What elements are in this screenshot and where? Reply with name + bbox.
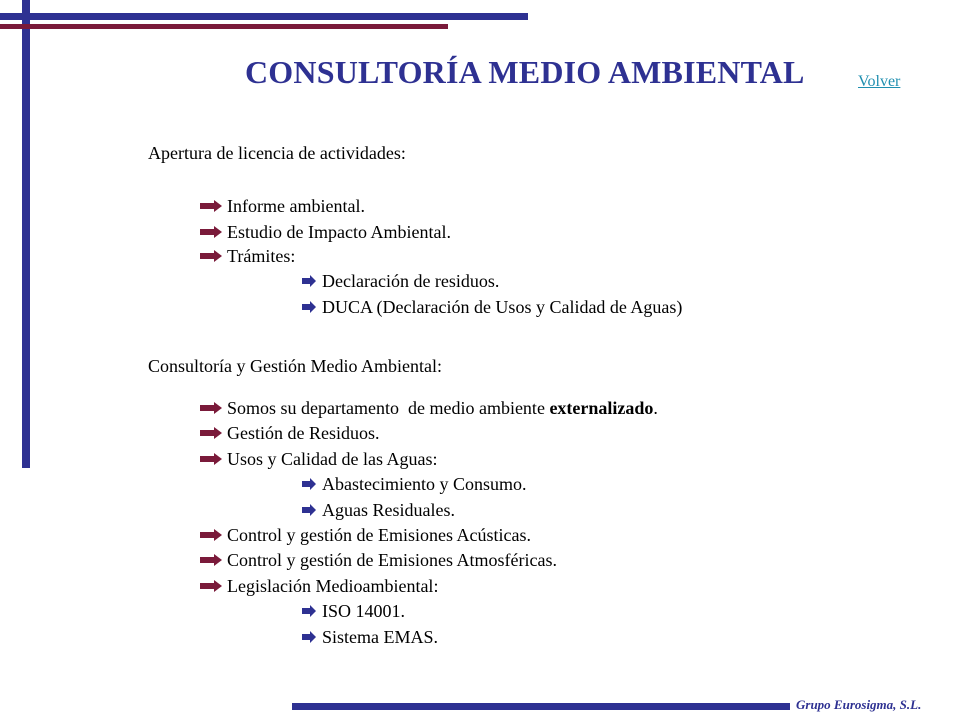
list-item [200,524,531,546]
list-item-text: Legislación Medioambiental: [227,576,439,596]
back-link[interactable]: Volver [858,73,901,90]
left-vertical-bar [22,0,30,468]
list-item [200,448,437,470]
list-subitem-text: DUCA (Declaración de Usos y Calidad de Aguas) [322,297,683,317]
list-subitem [302,499,455,521]
maroon-arrow-icon [200,250,222,262]
section-heading-consultoria: Consultoría y Gestión Medio Ambiental: [148,356,442,376]
list-item-text-prefix: Somos su departamento de medio ambiente [227,398,550,418]
navy-arrow-icon [302,301,316,313]
maroon-arrow-icon [200,200,222,212]
top-maroon-bar [0,24,448,29]
list-item [200,397,658,419]
list-item-text: Control y gestión de Emisiones Atmosféricas. [227,550,557,570]
list-item [200,422,380,444]
maroon-arrow-icon [200,453,222,465]
list-subitem-text: Abastecimiento y Consumo. [322,474,527,494]
page-title: CONSULTORÍA MEDIO AMBIENTAL [245,54,805,90]
list-subitem-text: Sistema EMAS. [322,627,439,647]
list-subitem-text: ISO 14001. [322,601,406,621]
list-item [200,549,557,571]
list-subitem [302,296,682,318]
navy-arrow-icon [302,504,316,516]
maroon-arrow-icon [200,529,222,541]
list-item [200,575,438,597]
navy-arrow-icon [302,478,316,490]
maroon-arrow-icon [200,226,222,238]
section-heading-licencias: Apertura de licencia de actividades: [148,143,406,163]
list-item-text [227,397,658,419]
footer-bar [292,703,790,710]
list-item-text: Control y gestión de Emisiones Acústicas. [227,525,531,545]
list-item [200,245,295,267]
top-blue-bar [0,13,528,20]
list-item-text: Gestión de Residuos. [227,423,380,443]
list-subitem-text: Aguas Residuales. [322,500,455,520]
footer-company-name: Grupo Eurosigma, S.L. [796,697,922,712]
list-subitem [302,600,405,622]
list-subitem [302,473,526,495]
list-item-text: Informe ambiental. [227,196,365,216]
list-subitem-text: Declaración de residuos. [322,271,500,291]
maroon-arrow-icon [200,402,222,414]
navy-arrow-icon [302,631,316,643]
list-subitem [302,626,438,648]
navy-arrow-icon [302,605,316,617]
list-item-text-bold: externalizado [549,398,654,418]
list-item [200,221,451,243]
list-item-text-suffix: . [653,398,658,418]
list-item-text: Usos y Calidad de las Aguas: [227,449,438,469]
maroon-arrow-icon [200,554,222,566]
maroon-arrow-icon [200,580,222,592]
list-subitem [302,270,499,292]
list-item-text: Trámites: [227,246,296,266]
list-item-text: Estudio de Impacto Ambiental. [227,222,451,242]
list-item [200,195,365,217]
navy-arrow-icon [302,275,316,287]
maroon-arrow-icon [200,427,222,439]
